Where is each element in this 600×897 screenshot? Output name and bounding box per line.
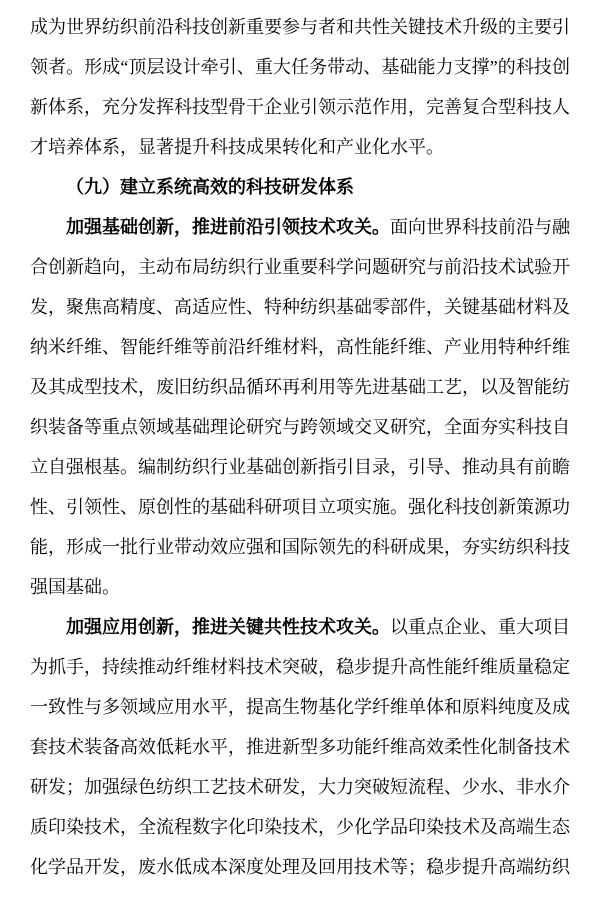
paragraph-text: 面向世界科技前沿与融合创新趋向，主动布局纺织行业重要科学问题研究与前沿技术试验开发，聚焦高精度、高适应性、特种纺织基础零部件，关键基础材料及纳米纤维、智能纤维等前沿纤维材料，高性能纤维、产业用特种纤维及其成型技术，废旧纺织品循环再利用等先进基础工艺，以及智能纺织装备等重点领域基础理论研究与跨领域交叉研究，全面夯实科技自立自强根基。编制纺织行业基础创新指引目录，引导、推动具有前瞻性、引领性、原创性的基础科研项目立项实施。强化科技创新策源功能，形成一批行业带动效应强和国际领先的科研成果，夯实纺织科技强国基础。: [30, 217, 570, 597]
paragraph-text: 成为世界纺织前沿科技创新重要参与者和共性关键技术升级的主要引领者。形成“顶层设计牵引、重大任务带动、基础能力支撑”的科技创新体系，充分发挥科技型骨干企业引领示范作用，完善复合型科技人才培养体系，显著提升科技成果转化和产业化水平。: [30, 17, 570, 157]
paragraph-lead: 加强基础创新，推进前沿引领技术攻关。: [66, 217, 390, 237]
paragraph-basic-innovation: [30, 207, 570, 607]
paragraph-continuation: [30, 7, 570, 167]
section-heading: （九）建立系统高效的科技研发体系: [66, 177, 354, 197]
paragraph-applied-innovation: [30, 607, 570, 887]
paragraph-lead: 加强应用创新，推进关键共性技术攻关。: [66, 617, 390, 637]
paragraph-text: 以重点企业、重大项目为抓手，持续推动纤维材料技术突破，稳步提升高性能纤维质量稳定一致性与多领域应用水平，提高生物基化学纤维单体和原料纯度及成套技术装备高效低耗水平，推进新型多功能纤维高效柔性化制备技术研发；加强绿色纺织工艺技术研发，大力突破短流程、少水、非水介质印染技术，全流程数字化印染技术，少化学品印染技术及高端生态化学品开发，废水低成本深度处理及回用技术等；稳步提升高端纺织: [30, 617, 570, 877]
